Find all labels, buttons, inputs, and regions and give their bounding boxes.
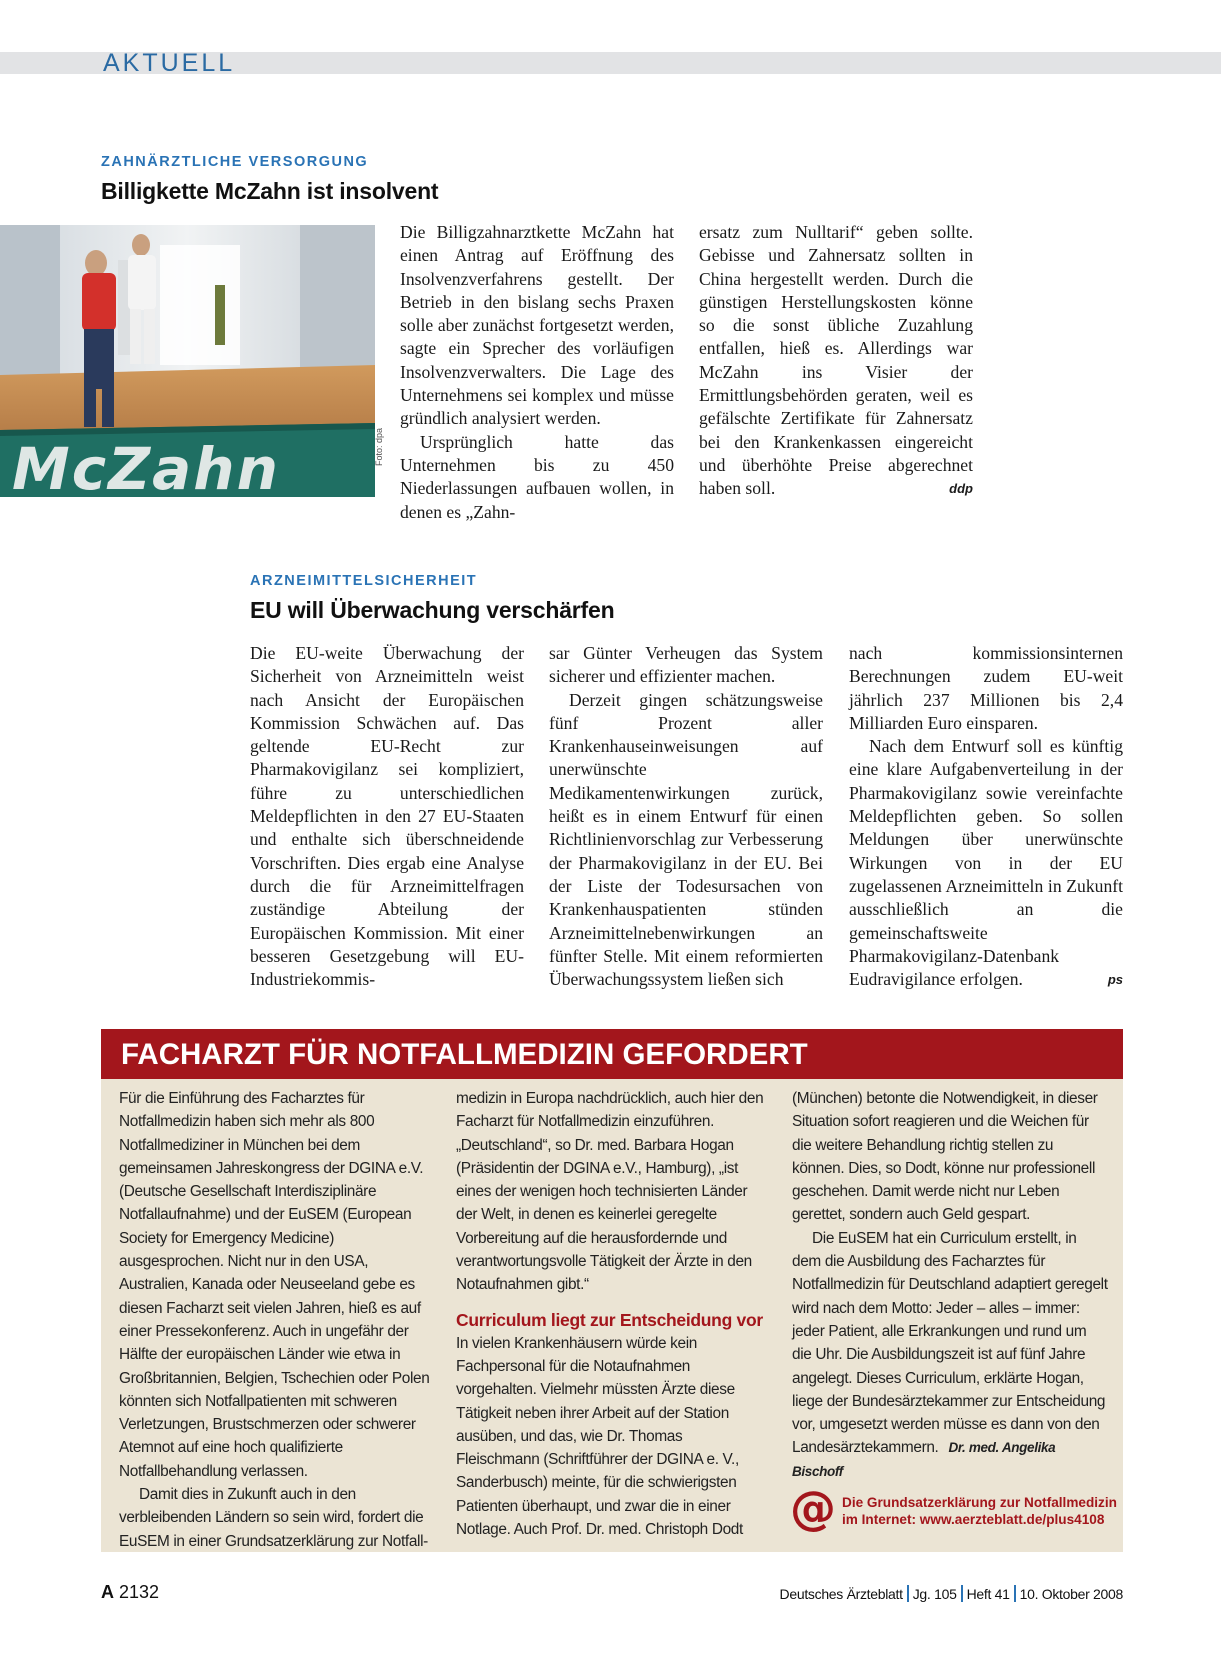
box-column-3 bbox=[792, 1087, 1108, 1483]
article2-signature: ps bbox=[1107, 972, 1123, 988]
paragraph-text: Nach dem Entwurf soll es künftig eine klare Aufgabenverteilung in der Pharmakovigilanz sowie vereinfachte Meldepflichten geben. So sollen Meldungen über unerwünschte Wirkungen von in der EU zugelassenen Arzneimitteln in Zukunft ausschließlich an die gemeinschaftsweite Pharmakovigilanz-Datenbank Eudravigilance erfolgen. bbox=[849, 736, 1123, 990]
article1-column-2 bbox=[699, 221, 973, 501]
article2-kicker: ARZNEIMITTELSICHERHEIT bbox=[250, 573, 478, 589]
floor-mat-text: McZahn bbox=[12, 435, 280, 497]
paragraph: Die Billigzahnarztkette McZahn hat einen Antrag auf Eröffnung des Insolvenzverfahrens gestellt. Der Betrieb in den bislang sechs Praxen solle aber zunächst fortgesetzt werden, sagte ein Sprecher des vorläufigen Insolvenzverwalters. Die Lage des Unternehmens sei komplex und müsse gründlich analysiert werden. bbox=[400, 222, 674, 429]
separator bbox=[961, 1585, 963, 1602]
paragraph bbox=[699, 221, 973, 501]
at-sign-icon: @ bbox=[790, 1481, 836, 1535]
paragraph: Derzeit gingen schätzungsweise fünf Prozent aller Krankenhauseinweisungen auf unerwünschte Medikamentenwirkungen zurück, heißt es in einem Entwurf für einen Richtlinienvorschlag zur Verbesserung der Pharmakovigilanz in der EU. Bei der Liste der Todesursachen von Krankenhauspatienten stünden Arzneimittelnebenwirkungen an fünfter Stelle. Mit einem reformierten Überwachungssystem ließen sich bbox=[549, 689, 823, 990]
online-reference[interactable] bbox=[790, 1481, 1117, 1536]
issue: Heft 41 bbox=[966, 1586, 1010, 1602]
footer-citation bbox=[780, 1585, 1123, 1602]
journal-name: Deutsches Ärzteblatt bbox=[779, 1586, 903, 1602]
article1-photo bbox=[0, 225, 375, 497]
online-reference-line-1: Die Grundsatzerklärung zur Notfallmedizin bbox=[842, 1495, 1117, 1510]
section-label: AKTUELL bbox=[103, 49, 236, 77]
paragraph-text: Die EuSEM hat ein Curriculum erstellt, in dem die Ausbildung des Facharztes für Notfallmedizin für Deutschland adaptiert geregelt wird nach dem Motto: Jeder – alles – immer: jeder Patient, alle Erkrankungen und rund um die Uhr. Die Ausbildungszeit ist auf fünf Jahre angelegt. Dieses Curriculum, erklärte Hogan, liege der Bundesärztekammer zur Entscheidung vor, umgesetzt werden müsse es dann von den Landesärztekammern. bbox=[792, 1229, 1108, 1457]
issue-date: 10. Oktober 2008 bbox=[1019, 1586, 1123, 1602]
article1-title: Billigkette McZahn ist insolvent bbox=[101, 178, 439, 204]
article2-column-1 bbox=[250, 642, 524, 991]
photo-credit: Foto: dpa bbox=[374, 427, 384, 466]
paragraph-text: ersatz zum Nulltarif“ geben sollte. Gebisse und Zahnersatz sollten in China hergestellt werden. Durch die günstigen Herstellungskosten könne so die sonst übliche Zuzahlung entfallen, hieß es. Allerdings war McZahn ins Visier der Ermittlungsbehörden geraten, weil es gefälschte Zertifikate für Zahnersatz bei den Krankenkassen eingereicht und überhöhte Preise abgerechnet haben soll. bbox=[699, 222, 973, 499]
page-prefix: A bbox=[101, 1582, 114, 1602]
paragraph bbox=[792, 1227, 1108, 1483]
online-reference-link[interactable]: im Internet: www.aerzteblatt.de/plus4108 bbox=[842, 1512, 1105, 1527]
paragraph: sar Günter Verheugen das System sicherer und effizienter machen. bbox=[549, 643, 823, 687]
article2-column-3 bbox=[849, 642, 1123, 991]
separator bbox=[1014, 1585, 1016, 1602]
paragraph: nach kommissionsinternen Berechnungen zudem EU-weit jährlich 237 Millionen bis 2,4 Milliarden Euro einsparen. bbox=[849, 643, 1123, 733]
paragraph: Für die Einführung des Facharztes für Notfallmedizin haben sich mehr als 800 Notfallmediziner in München bei dem gemeinsamen Jahreskongress der DGINA e.V. (Deutsche Gesellschaft Interdisziplinäre Notfallaufnahme) und der EuSEM (European Society for Emergency Medicine) ausgesprochen. Nicht nur in den USA, Australien, Kanada oder Neuseeland gebe es diesen Facharzt seit vielen Jahren, hieß es auf einer Pressekonferenz. Auch in ungefähr der Hälfte der europäischen Länder wie etwa in Großbritannien, Belgien, Tschechien oder Polen könnten sich Notfallpatienten mit schweren Verletzungen, Brustschmerzen oder schwerer Atemnot auf eine hoch qualifizierte Notfallbehandlung verlassen. bbox=[119, 1090, 430, 1480]
box-column-1 bbox=[119, 1087, 432, 1553]
paragraph: Die EU-weite Überwachung der Sicherheit von Arzneimitteln weist nach Ansicht der Europäischen Kommission Schwächen auf. Das geltende EU-Recht zur Pharmakovigilanz sei kompliziert, führe zu unterschiedlichen Meldepflichten in den 27 EU-Staaten und enthalte sich überschneidende Vorschriften. Dies ergab eine Analyse durch die für Arzneimittelfragen zuständige Abteilung der Europäischen Kommission. Mit einer besseren Gesetzgebung will EU-Industriekommis- bbox=[250, 643, 524, 990]
article2-title: EU will Überwachung verschärfen bbox=[250, 597, 615, 623]
volume: Jg. 105 bbox=[912, 1586, 957, 1602]
box-subheading: Curriculum liegt zur Entscheidung vor bbox=[456, 1309, 763, 1330]
box-signature: Dr. med. Angelika Bischoff bbox=[792, 1440, 1056, 1479]
paragraph: (München) betonte die Notwendigkeit, in dieser Situation sofort reagieren und die Weichen für die weitere Behandlung richtig stellen zu können. Dies, so Dodt, könne nur professionell geschehen. Damit werde nicht nur Leben gerettet, sondern auch Geld gespart. bbox=[792, 1090, 1098, 1224]
box-column-2 bbox=[456, 1087, 769, 1541]
article1-kicker: ZAHNÄRZTLICHE VERSORGUNG bbox=[101, 154, 369, 170]
separator bbox=[907, 1585, 909, 1602]
info-box-title: FACHARZT FÜR NOTFALLMEDIZIN GEFORDERT bbox=[121, 1038, 808, 1071]
page-number-value: 2132 bbox=[119, 1582, 160, 1602]
paragraph: medizin in Europa nachdrücklich, auch hier den Facharzt für Notfallmedizin einzuführen. „Deutschland“, so Dr. med. Barbara Hogan (Präsidentin der DGINA e.V., Hamburg), „ist eines der wenigen hoch technisierten Länder der Welt, in denen es keinerlei geregelte Vorbereitung auf die herausfordernde und verantwortungsvolle Tätigkeit der Ärzte in den Notaufnahmen gibt.“ bbox=[456, 1090, 764, 1294]
paragraph: Ursprünglich hatte das Unternehmen bis zu 450 Niederlassungen aufbauen wollen, in denen es „Zahn- bbox=[400, 431, 674, 522]
article2-column-2 bbox=[549, 642, 823, 991]
page-number bbox=[101, 1582, 159, 1603]
online-reference-text[interactable] bbox=[842, 1494, 1117, 1528]
paragraph bbox=[849, 735, 1123, 991]
article1-column-1 bbox=[400, 221, 674, 524]
article1-signature: ddp bbox=[949, 481, 973, 497]
paragraph: In vielen Krankenhäusern würde kein Fachpersonal für die Notaufnahmen vorgehalten. Vielmehr müssten Ärzte diese Tätigkeit neben ihrer Arbeit auf der Station ausüben, und das, wie Dr. Thomas Fleischmann (Schriftführer der DGINA e. V., Sanderbusch) meinte, für die schwierigsten Patienten überhaupt, und zwar die in einer Notlage. Auch Prof. Dr. med. Christoph Dodt bbox=[456, 1334, 743, 1539]
paragraph: Damit dies in Zukunft auch in den verbleibenden Ländern so sein wird, fordert die EuSEM in einer Grundsatzerklärung zur Notfall- bbox=[119, 1486, 428, 1550]
